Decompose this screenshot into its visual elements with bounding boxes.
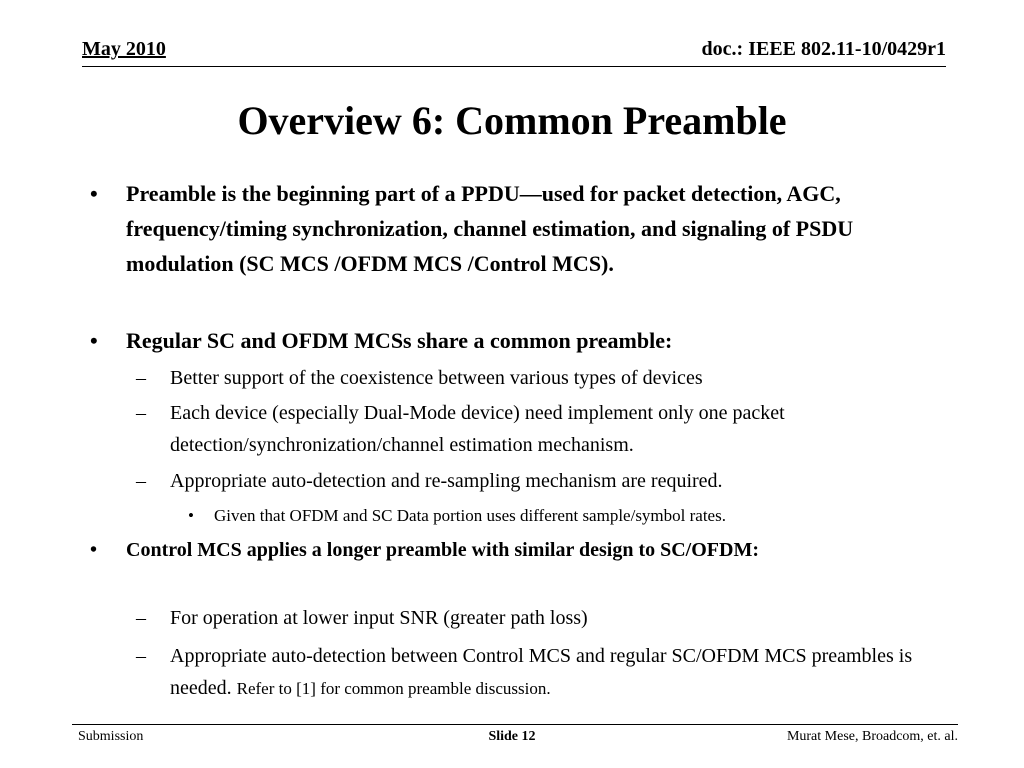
bullet-1 bbox=[90, 176, 926, 281]
bullet-dot-icon: • bbox=[188, 506, 194, 525]
sub-bullet-3-2 bbox=[136, 640, 960, 705]
bullet-2 bbox=[90, 323, 926, 358]
bullet-dot-icon: • bbox=[90, 539, 98, 561]
header-rule bbox=[82, 66, 946, 67]
bullet-2-text: Regular SC and OFDM MCSs share a common preamble: bbox=[126, 328, 673, 353]
sub-sub-bullet-2-3-1-text: Given that OFDM and SC Data portion uses different sample/symbol rates. bbox=[214, 506, 726, 525]
dash-icon: – bbox=[136, 645, 146, 667]
bullet-1-text: Preamble is the beginning part of a PPDU—used for packet detection, AGC, frequency/timing synchronization, channel estimation, and signaling of PSDU modulation (SC MCS /OFDM MCS /Control MCS). bbox=[126, 181, 854, 276]
sub-bullet-3-2-reference: Refer to [1] for common preamble discussion. bbox=[236, 679, 551, 698]
sub-bullet-2-2 bbox=[136, 397, 960, 461]
dash-icon: – bbox=[136, 402, 146, 424]
sub-bullet-2-1-text: Better support of the coexistence between various types of devices bbox=[170, 367, 703, 389]
sub-bullet-2-3-text: Appropriate auto-detection and re-sampling mechanism are required. bbox=[170, 470, 723, 492]
footer-rule bbox=[72, 724, 958, 725]
bullet-3-text: Control MCS applies a longer preamble with similar design to SC/OFDM: bbox=[126, 539, 759, 561]
dash-icon: – bbox=[136, 607, 146, 629]
sub-bullet-2-2-text: Each device (especially Dual-Mode device) need implement only one packet detection/synchronization/channel estimation mechanism. bbox=[170, 402, 785, 456]
sub-sub-bullet-2-3-1 bbox=[188, 503, 954, 529]
sub-bullet-2-3 bbox=[136, 465, 960, 497]
footer-author: Murat Mese, Broadcom, et. al. bbox=[786, 729, 958, 744]
slide-title: Overview 6: Common Preamble bbox=[237, 98, 787, 143]
sub-bullet-3-1 bbox=[136, 602, 960, 634]
bullet-dot-icon: • bbox=[90, 328, 98, 353]
footer-submission: Submission bbox=[78, 729, 144, 744]
sub-bullet-3-2-text: Appropriate auto-detection between Control MCS and regular SC/OFDM MCS preambles is needed. bbox=[170, 645, 913, 699]
bullet-dot-icon: • bbox=[90, 181, 98, 206]
sub-bullet-3-1-text: For operation at lower input SNR (greater path loss) bbox=[170, 607, 588, 629]
dash-icon: – bbox=[136, 367, 146, 389]
header-date: May 2010 bbox=[82, 38, 166, 60]
bullet-3 bbox=[90, 535, 926, 566]
header-doc-id: doc.: IEEE 802.11-10/0429r1 bbox=[701, 38, 946, 60]
footer-slide-number: Slide 12 bbox=[488, 729, 536, 744]
sub-bullet-2-1 bbox=[136, 362, 960, 394]
dash-icon: – bbox=[136, 470, 146, 492]
